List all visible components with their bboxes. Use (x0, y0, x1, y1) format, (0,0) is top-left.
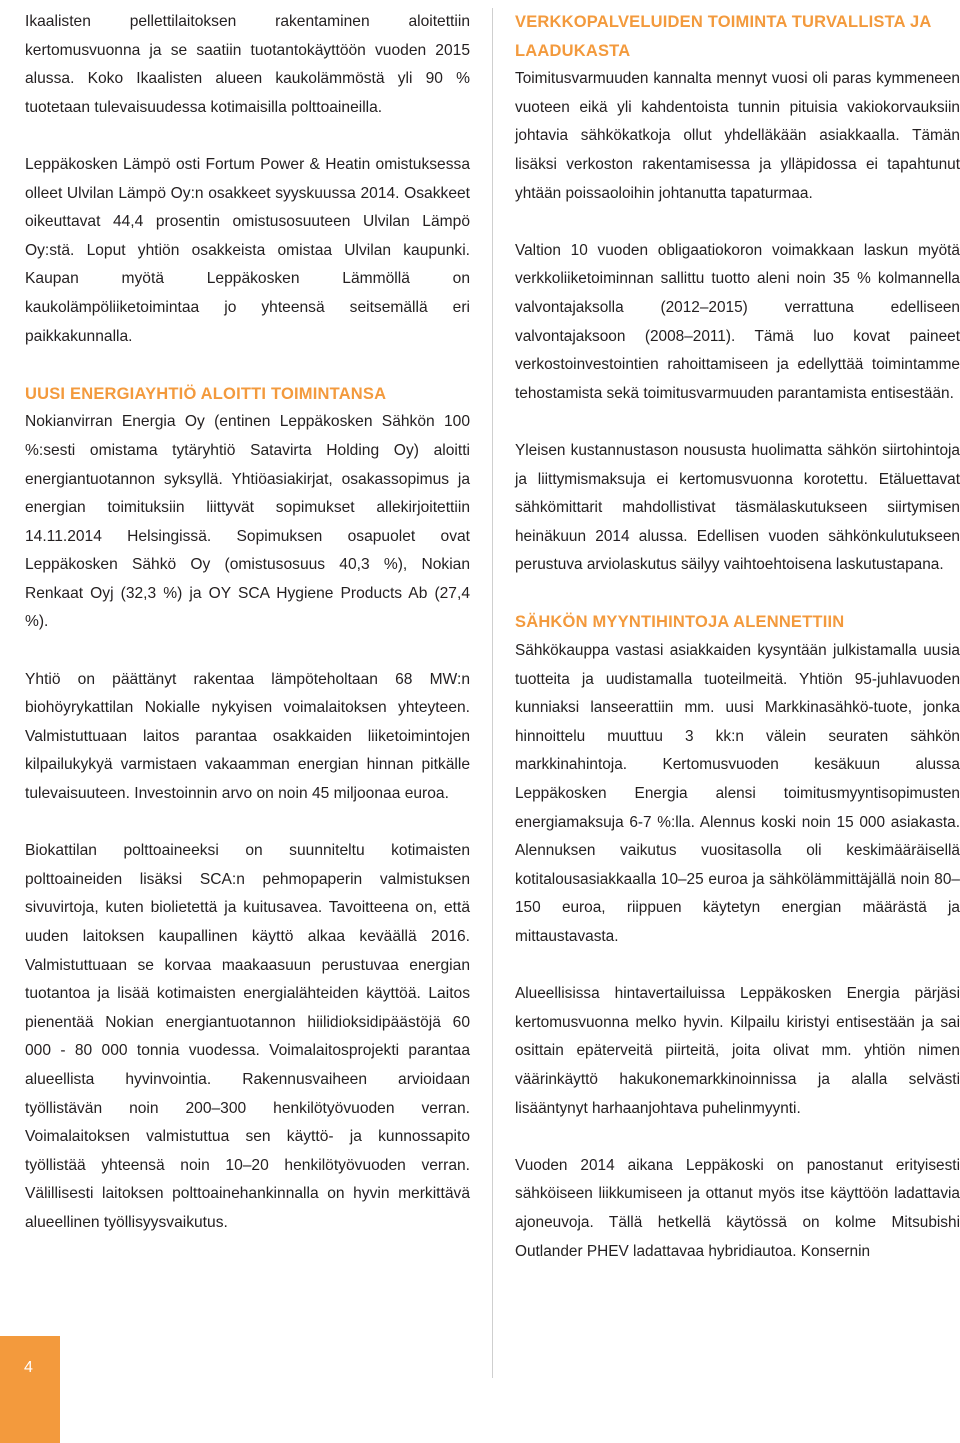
heading-network-services: VERKKOPALVELUIDEN TOIMINTA TURVALLISTA JA LAADUKASTA (515, 13, 931, 60)
column-divider (492, 8, 493, 1378)
paragraph-price-comparisons: Alueellisissa hintavertailuissa Leppäkosken Energia pärjäsi kertomusvuonna melko hyvin. Kilpailu kiristyi entisestään ja sai osittain epäterveitä piirteitä, joita olivat mm. yhtiön nimen väärinkäyttö hakukonemarkkinoinnissa ja alalla selvästi lisääntynyt harhaanjohtava puhelinmyynti. (515, 985, 960, 1117)
heading-electricity-prices-lowered: SÄHKÖN MYYNTIHINTOJA ALENNETTIIN (515, 613, 845, 632)
paragraph-electric-mobility: Vuoden 2014 aikana Leppäkoski on panostanut erityisesti sähköiseen liikkumiseen ja ottanut myös itse käyttöön ladattavia ajoneuvoja. Tällä hetkellä käytössä on kolme Mitsubishi Outlander PHEV ladattavaa hybridiautoa. Konsernin (515, 1156, 960, 1260)
paragraph-supply-reliability: Toimitusvarmuuden kannalta mennyt vuosi oli paras kymmeneen vuoteen eikä yli kahdentoista tunnin pituisia vakiokorvauksiin johtavia sähkökatkoja ollut yhdelläkään asiakkaalla. Tämän lisäksi verkoston rakentamisessa ja ylläpidossa ei tapahtunut yhtään poissaoloihin johtanutta tapaturmaa. (515, 70, 960, 202)
left-column (25, 8, 470, 1266)
paragraph-nokianvirran-energia: Nokianvirran Energia Oy (entinen Leppäkosken Sähkön 100 %:sesti omistama tytäryhtiö Satavirta Holding Oy) aloitti energiantuotannon syksyllä. Yhtiöasiakirjat, osakassopimus ja energian toimituksiin liittyvät sopimukset allekirjoitettiin 14.11.2014 Helsingissä. Sopimuksen osapuolet ovat Leppäkosken Sähkö Oy (omistusosuus 40,3 %), Nokian Renkaat Oyj (32,3 %) ja OY SCA Hygiene Products Ab (27,4 %). (25, 413, 470, 631)
paragraph-ulvilan-lampo: Leppäkosken Lämpö osti Fortum Power & Heatin omistuksessa olleet Ulvilan Lämpö Oy:n osakkeet syyskuussa 2014. Osakkeet oikeuttavat 44,4 prosentin omistusosuuteen Ulvilan Lämpö Oy:stä. Loput yhtiön osakkeista omistaa Ulvilan kaupunki. Kaupan myötä Leppäkosken Lämmöllä on kaukolämpöliiketoimintaa jo yhteensä seitsemällä eri paikkakunnalla. (25, 155, 470, 345)
paragraph-transmission-prices: Yleisen kustannustason noususta huolimatta sähkön siirtohintoja ja liittymismaksuja ei kertomusvuonna korotettu. Etäluettavat sähkömittarit mahdollistivat täsmälaskutukseen siirtymisen heinäkuun 2014 alussa. Edellisen vuoden sähkönkulutukseen perustuva arviolaskutus säilyy vaihtoehtoisena laskutustapana. (515, 441, 960, 574)
paragraph-boiler-fuel: Biokattilan polttoaineeksi on suunniteltu kotimaisten polttoaineiden lisäksi SCA:n pehmopaperin valmistuksen sivuvirtoja, kuten biolietettä ja kuitusavea. Tavoitteena on, että uuden laitoksen kaupallinen käyttö alkaa keväällä 2016. Valmistuttuaan se korvaa maakaasuun perustuvaa energian tuotantoa ja lisää kotimaisten energialähteiden käyttöä. Laitos pienentää Nokian energiantuotannon hiilidioksidipäästöjä 60 000 - 80 000 tonnia vuodessa. Voimalaitosprojekti parantaa alueellista hyvinvointia. Rakennusvaiheen arvioidaan työllistävän noin 200–300 henkilötyövuoden verran. Voimalaitoksen valmistuttua sen käyttö- ja kunnossapito työllistää yhteensä noin 10–20 henkilötyövuoden verran. Välillisesti laitoksen polttoainehankinnalla on hyvin merkittävä alueellinen työllisyysvaikutus. (25, 842, 470, 1231)
paragraph-pellet-plant: Ikaalisten pellettilaitoksen rakentaminen aloitettiin kertomusvuonna ja se saatiin tuotantokäyttöön vuoden 2015 alussa. Koko Ikaalisten alueen kaukolämmöstä yli 90 % tuotetaan tulevaisuudessa kotimaisilla polttoaineilla. (25, 13, 470, 116)
paragraph-obligation-rate: Valtion 10 vuoden obligaatiokoron voimakkaan laskun myötä verkkoliiketoiminnan sallittu tuotto aleni noin 35 % kolmannella valvontajaksolla (2012–2015) verrattuna edelliseen valvontajaksoon (2008–2011). Tämä luo kovat paineet verkostoinvestointien rahoittamiseen ja edellyttää toimintamme tehostamista sekä toimitusvarmuuden parantamista entisestään. (515, 241, 960, 402)
page-number: 4 (24, 1359, 33, 1376)
heading-new-energy-company: UUSI ENERGIAYHTIÖ ALOITTI TOIMINTANSA (25, 384, 387, 403)
paragraph-electricity-trade: Sähkökauppa vastasi asiakkaiden kysyntään julkistamalla uusia tuotteita ja uudistamalla tuoteilmeitä. Yhtiön 95-juhlavuoden kunniaksi lanseerattiin mm. uusi Markkinasähkö-tuote, jonka hinnoittelu muuttuu 3 kk:n välein seuraten sähkön markkinahintoja. Kertomusvuoden kesäkuun alussa Leppäkosken Energia alensi toimitusmyyntisopimusten energiamaksuja 6-7 %:lla. Alennus koski noin 15 000 asiakasta. Alennuksen vaikutus vuositasolla oli keskimääräisellä kotitalousasiakkaalla 10–25 euroa ja sähkölämmittäjällä noin 80–150 euroa, riippuen käytetyn energian määrästä ja mittaustavasta. (515, 642, 960, 945)
page-number-badge (0, 1336, 60, 1443)
right-column (515, 8, 960, 1295)
paragraph-bio-boiler: Yhtiö on päättänyt rakentaa lämpöteholtaan 68 MW:n biohöyrykattilan Nokialle nykyisen voimalaitoksen yhteyteen. Valmistuttuaan laitos parantaa osakkaiden liiketoimintojen kilpailukykyä varmistaen vakaamman energian hinnan pitkälle tulevaisuuteen. Investoinnin arvo on noin 45 miljoonaa euroa. (25, 670, 470, 803)
